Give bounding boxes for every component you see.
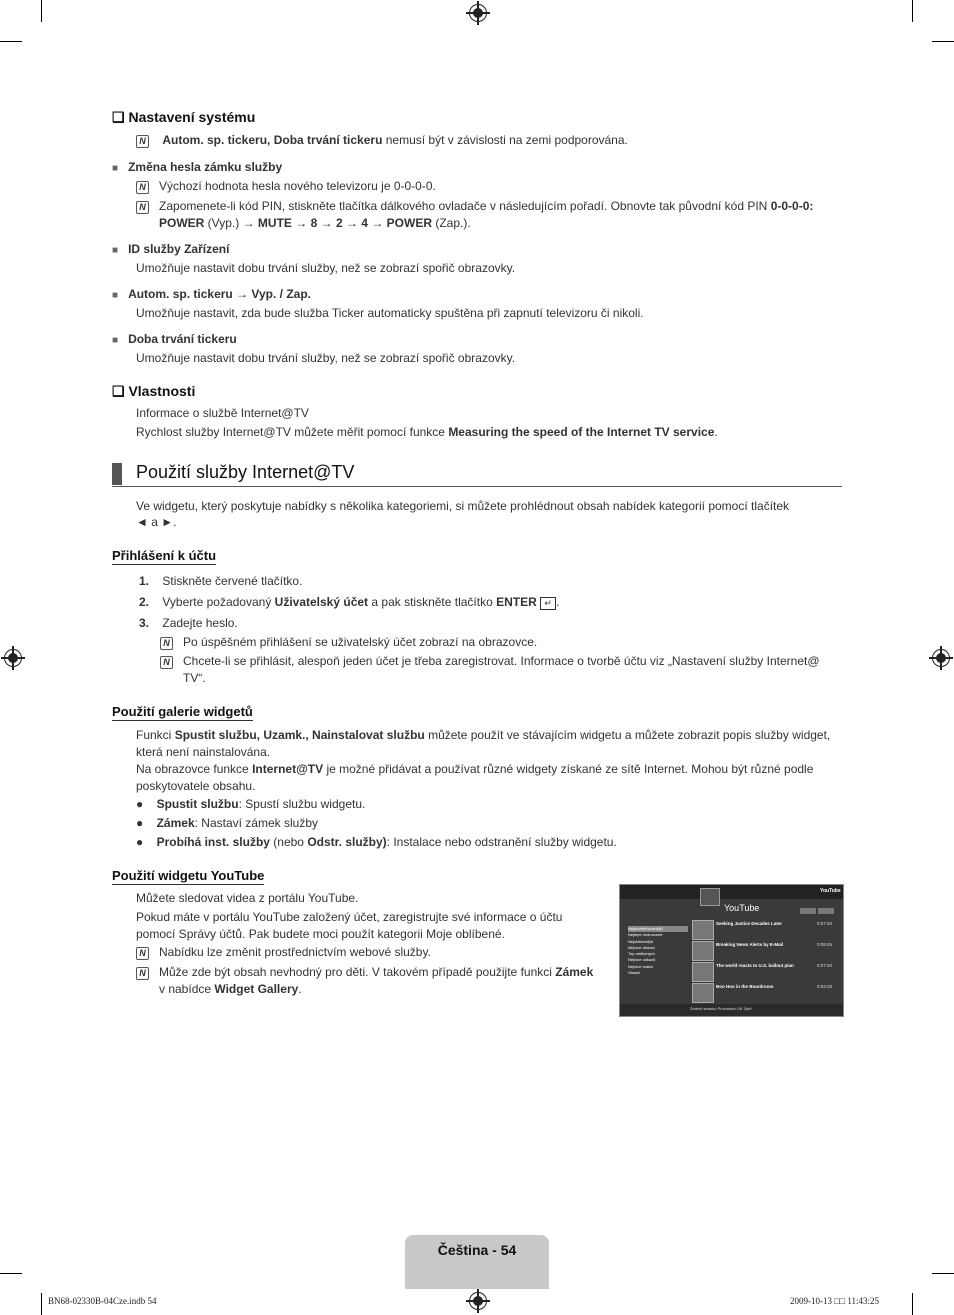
crop-mark xyxy=(41,0,42,22)
bullet-item: ● Probíhá inst. služby (nebo Odstr. služby): Instalace nebo odstranění služby widgetu. xyxy=(136,835,617,849)
crop-mark xyxy=(932,1273,954,1274)
note-icon: N xyxy=(136,201,149,214)
crop-mark xyxy=(932,41,954,42)
paragraph: Na obrazovce funkce Internet@TV je možné přidávat a používat různé widgety získané ze sítě Internet. Mohou být různé podle poskytovatele obsahu. xyxy=(136,762,814,793)
square-bullet-icon: ■ xyxy=(112,335,119,346)
enter-icon: ↵ xyxy=(540,597,556,610)
print-timestamp: 2009-10-13 □□ 11:43:25 xyxy=(790,1296,880,1306)
menu-item: Top oblíbených xyxy=(628,951,655,957)
video-thumbnail xyxy=(692,941,714,961)
note-row: N Chcete-li se přihlásit, alespoň jeden účet je třeba zaregistrovat. Informace o tvorbě účtu viz „Nastavení služby Internet@ TV“. xyxy=(160,653,820,687)
video-thumbnail xyxy=(692,983,714,1003)
subsection-title: Použití widgetu YouTube xyxy=(112,868,265,883)
heading-bar xyxy=(112,463,122,485)
video-thumbnail xyxy=(692,962,714,982)
subsection-title: Přihlášení k účtu xyxy=(112,548,217,563)
screen-header: YouTube xyxy=(724,903,760,913)
note-row: N Zapomenete-li kód PIN, stiskněte tlačítka dálkového ovladače v následujícím pořadí. Obnovte tak původní kód PIN 0-0-0-0: POWER (Vyp.) → MUTE → 8 → 2 → 4 → POWER (Zap.). xyxy=(136,198,846,232)
bullet-item: ● Spustit službu: Spustí službu widgetu. xyxy=(136,797,366,811)
crop-mark xyxy=(912,1293,913,1315)
item-heading: ■ ID služby Zařízení xyxy=(112,242,230,256)
subsection-title: Použití galerie widgetů xyxy=(112,704,253,719)
registration-mark-icon xyxy=(469,4,487,22)
intro-text: Ve widgetu, který poskytuje nabídky s několika kategoriemi, si můžete prohlédnout obsah nabídek kategorií pomocí tlačítek xyxy=(136,499,790,513)
paragraph: Funkci Spustit službu, Uzamk., Nainstalovat službu můžete použít ve stávajícím widgetu a můžete zobrazit popis služby widget, která není nainstalována. xyxy=(136,728,831,759)
section-nastaveni: ❑ Nastavení systému xyxy=(112,109,256,125)
note-row: N Nabídku lze změnit prostřednictvím webové služby. xyxy=(136,944,431,961)
video-row: Boo Hoo in the Boardroom 0:03:28 xyxy=(692,983,832,1002)
section-title: Nastavení systému xyxy=(128,109,256,125)
square-bullet-icon: ■ xyxy=(112,290,119,301)
note-row: N Autom. sp. tickeru, Doba trvání tickeru nemusí být v závislosti na zemi podporována. xyxy=(136,132,628,149)
screen-topbar xyxy=(620,885,843,899)
crop-mark xyxy=(0,41,22,42)
section-vlastnosti: ❑ Vlastnosti xyxy=(112,383,196,399)
note-icon: N xyxy=(136,947,149,960)
registration-mark-icon xyxy=(469,1292,487,1310)
video-row: Breaking News Alerts by E-Mail 0:08:45 xyxy=(692,941,832,960)
text-line: Rychlost služby Internet@TV můžete měřit pomocí funkce Measuring the speed of the Internet TV service. xyxy=(136,425,718,439)
crop-mark xyxy=(0,1273,22,1274)
item-text: Umožňuje nastavit, zda bude služba Ticker automaticky spuštěna při zapnutí televizoru či nikoli. xyxy=(136,306,644,320)
bullet-item: ● Zámek: Nastaví zámek služby xyxy=(136,816,318,830)
square-bullet-icon: ■ xyxy=(112,245,119,256)
menu-item: Nejnavštěvovanější xyxy=(628,926,688,932)
registration-mark-icon xyxy=(4,649,22,667)
file-info: BN68-02330B-04Cze.indb 54 xyxy=(48,1296,157,1306)
step-3: 3. Zadejte heslo. xyxy=(139,616,238,630)
menu-item: Nejlépe hodnocené xyxy=(628,932,663,938)
crop-mark xyxy=(41,1293,42,1315)
video-row: The world reacts to U.S. bailout plan 0:07:20 xyxy=(692,962,832,981)
text-line: Informace o službě Internet@TV xyxy=(136,406,309,420)
paragraph: Můžete sledovat videa z portálu YouTube. xyxy=(136,891,359,905)
section-title: Vlastnosti xyxy=(128,383,196,399)
page-number: Čeština - 54 xyxy=(437,1242,517,1258)
page-title: Použití služby Internet@TV xyxy=(136,462,355,482)
step-2: 2. Vyberte požadovaný Uživatelský účet a pak stiskněte tlačítko ENTER ↵ . xyxy=(139,595,560,609)
menu-item: Nejoblíbenější xyxy=(628,938,654,944)
intro-text: ◄ a ►. xyxy=(136,515,177,529)
tv-icon xyxy=(700,888,720,906)
item-heading: ■ Změna hesla zámku služby xyxy=(112,160,283,174)
youtube-logo: YouTube xyxy=(820,888,841,894)
menu-item: Nejvíce reakcí xyxy=(628,963,654,969)
item-text: Umožňuje nastavit dobu trvání služby, než se zobrazí spořič obrazovky. xyxy=(136,261,516,275)
video-thumbnail xyxy=(692,920,714,940)
youtube-screenshot xyxy=(619,884,844,1017)
paragraph: Pokud máte v portálu YouTube založený účet, zaregistrujte své informace o účtu pomocí Správy účtů. Pak budete moci použít kategorii Moje oblíbené. xyxy=(136,910,563,941)
item-heading: ■ Doba trvání tickeru xyxy=(112,332,237,346)
menu-item: Nejvíce odkazů xyxy=(628,957,656,963)
screen-menu xyxy=(628,926,688,976)
note-row: N Po úspěšném přihlášení se uživatelský účet zobrazí na obrazovce. xyxy=(160,634,537,651)
note-row: N Může zde být obsah nevhodný pro děti. V takovém případě použijte funkci Zámek v nabídce Widget Gallery. xyxy=(136,964,593,998)
note-icon: N xyxy=(136,135,149,148)
note-row: N Výchozí hodnota hesla nového televizoru je 0-0-0-0. xyxy=(136,178,436,195)
item-text: Umožňuje nastavit dobu trvání služby, než se zobrazí spořič obrazovky. xyxy=(136,351,516,365)
square-bullet-icon: ■ xyxy=(112,163,119,174)
note-icon: N xyxy=(136,967,149,980)
step-1: 1. Stiskněte červené tlačítko. xyxy=(139,574,303,588)
menu-item: Vlastní xyxy=(628,970,641,976)
screen-footer: Změnit stránku Procházet OK Zpět xyxy=(690,1006,752,1011)
registration-mark-icon xyxy=(932,649,950,667)
menu-item: Nejvíce diskuzí xyxy=(628,944,655,950)
note-icon: N xyxy=(160,656,173,669)
divider xyxy=(112,486,842,487)
video-row: Seeking Justice Decades Later 0:07:20 xyxy=(692,920,832,939)
note-icon: N xyxy=(160,637,173,650)
crop-mark xyxy=(912,0,913,22)
item-heading: ■ Autom. sp. tickeru → Vyp. / Zap. xyxy=(112,287,311,301)
note-icon: N xyxy=(136,181,149,194)
